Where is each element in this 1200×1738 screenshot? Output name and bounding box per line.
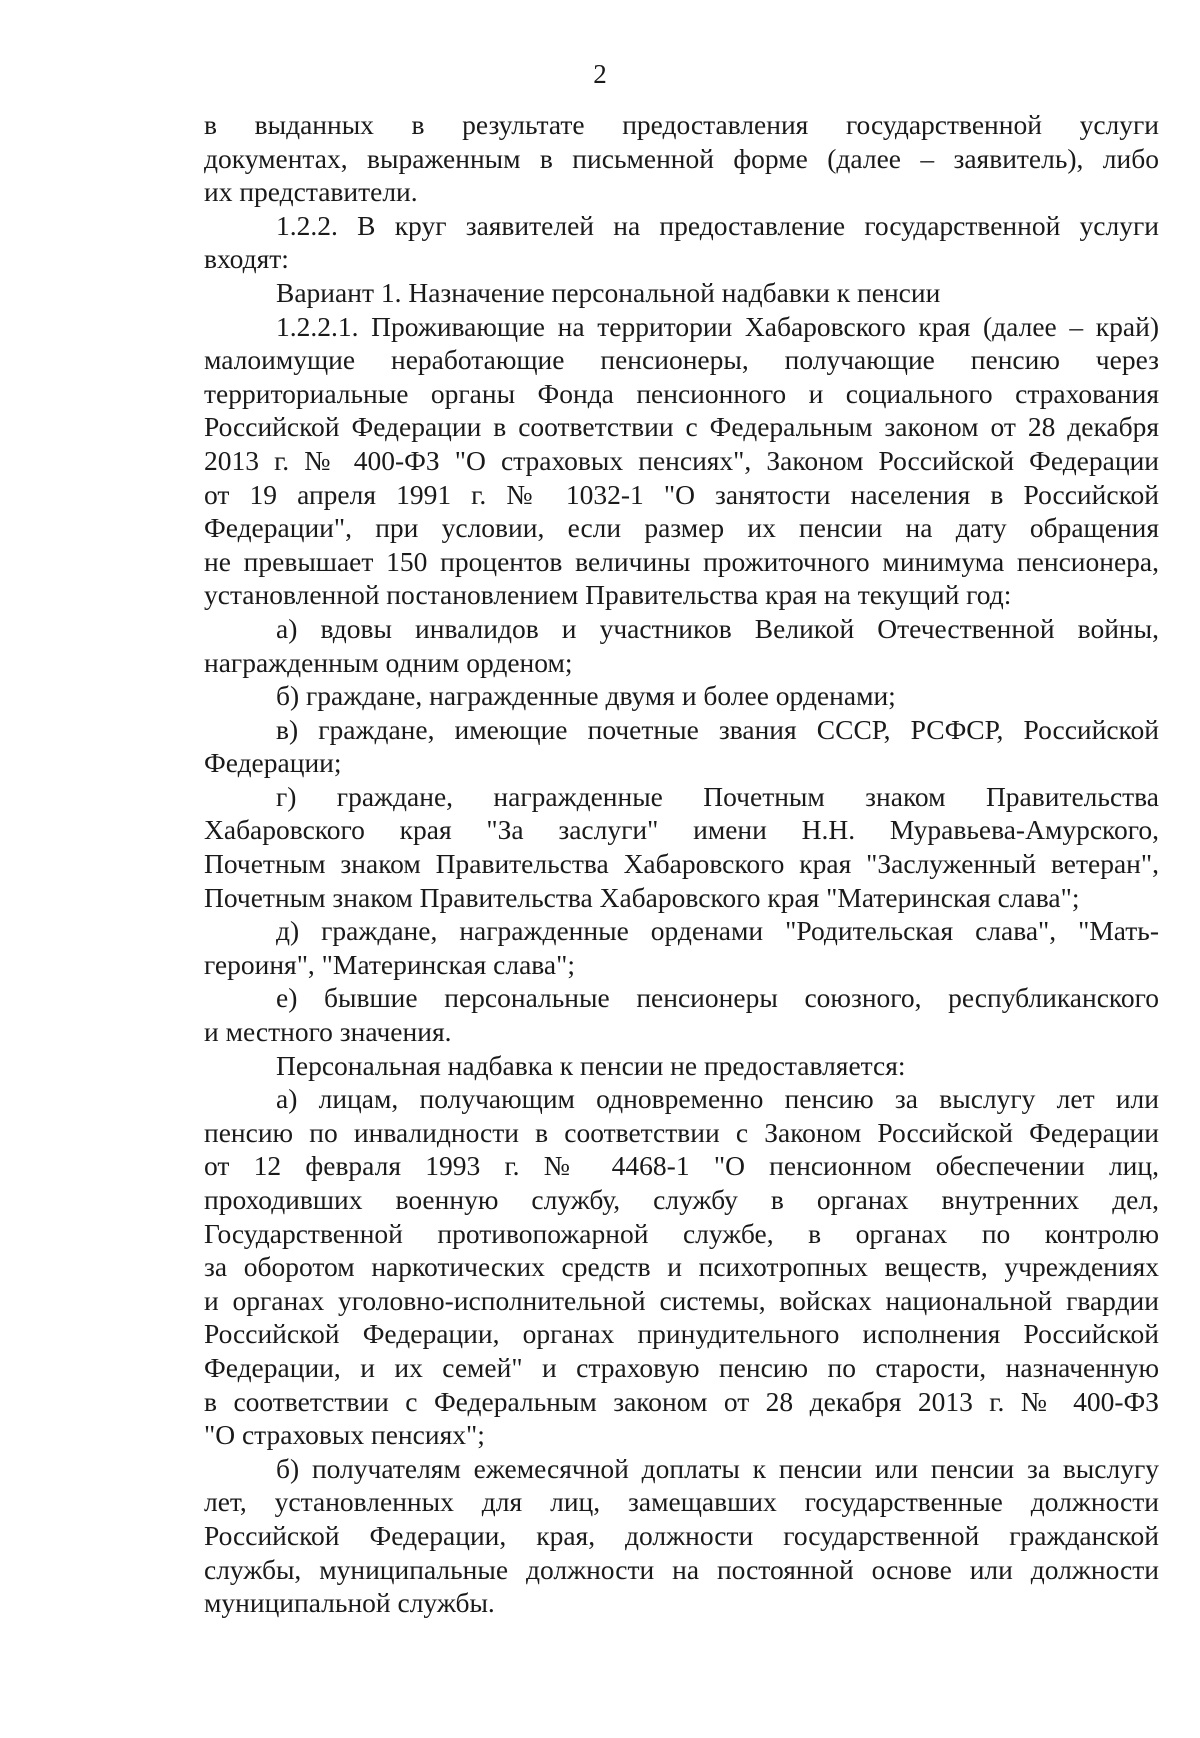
text-line: установленной постановлением Правительства края на текущий год: (204, 579, 1012, 611)
text-line: Почетным знаком Правительства Хабаровского края "Заслуженный ветеран", (204, 848, 1159, 880)
text-line: и органах уголовно-исполнительной системы, войсках национальной гвардии (204, 1284, 1159, 1316)
document-body (204, 108, 1159, 1620)
text-line: "О страховых пенсиях"; (204, 1419, 485, 1451)
text-line: службы, муниципальные должности на постоянной основе или должности (204, 1553, 1159, 1585)
text-line: в соответствии с Федеральным законом от 28 декабря 2013 г. № 400-ФЗ (204, 1385, 1159, 1417)
text-line: Почетным знаком Правительства Хабаровского края "Материнская слава"; (204, 881, 1080, 913)
text-line: в выданных в результате предоставления государственной услуги (204, 109, 1159, 140)
text-line: пенсию по инвалидности в соответствии с Законом Российской Федерации (204, 1116, 1159, 1148)
text-line: Хабаровского края "За заслуги" имени Н.Н. Муравьева-Амурского, (204, 814, 1159, 846)
text-line: лет, установленных для лиц, замещавших государственные должности (204, 1486, 1159, 1518)
text-line: Российской Федерации, органах принудительного исполнения Российской (204, 1318, 1159, 1350)
text-line: г) граждане, награжденные Почетным знаком Правительства (276, 780, 1159, 812)
text-line: документах, выраженным в письменной форме (далее – заявитель), либо (204, 142, 1159, 174)
text-line: от 12 февраля 1993 г. № 4468-1 "О пенсионном обеспечении лиц, (204, 1150, 1159, 1182)
text-line: Российской Федерации в соответствии с Федеральным законом от 28 декабря (204, 411, 1159, 443)
text-line: входят: (204, 243, 289, 275)
text-line: проходивших военную службу, службу в органах внутренних дел, (204, 1184, 1159, 1215)
text-line: 1.2.2.1. Проживающие на территории Хабаровского края (далее – край) (276, 310, 1159, 342)
page-number: 2 (593, 59, 607, 89)
text-line: не превышает 150 процентов величины прожиточного минимума пенсионера, (204, 545, 1159, 577)
text-line: их представители. (204, 176, 418, 208)
text-line: а) вдовы инвалидов и участников Великой Отечественной войны, (276, 612, 1159, 644)
text-line: за оборотом наркотических средств и психотропных веществ, учреждениях (204, 1251, 1159, 1283)
text-line: е) бывшие персональные пенсионеры союзного, республиканского (276, 982, 1159, 1014)
text-line: б) получателям ежемесячной доплаты к пенсии или пенсии за выслугу (276, 1452, 1159, 1484)
text-line: д) граждане, награжденные орденами "Родительская слава", "Мать- (276, 915, 1159, 947)
text-line: б) граждане, награжденные двумя и более орденами; (276, 680, 896, 712)
text-line: малоимущие неработающие пенсионеры, получающие пенсию через (204, 344, 1159, 376)
text-line: а) лицам, получающим одновременно пенсию за выслугу лет или (276, 1083, 1159, 1115)
text-line: территориальные органы Фонда пенсионного и социального страхования (204, 377, 1159, 409)
text-line: и местного значения. (204, 1016, 452, 1048)
text-line: Федерации", при условии, если размер их пенсии на дату обращения (204, 512, 1159, 544)
text-line: 1.2.2. В круг заявителей на предоставление государственной услуги (276, 209, 1159, 241)
text-line: Российской Федерации, края, должности государственной гражданской (204, 1519, 1159, 1551)
text-line: Персональная надбавка к пенсии не предоставляется: (276, 1049, 906, 1081)
text-line: награжденным одним орденом; (204, 646, 573, 678)
text-line: героиня", "Материнская слава"; (204, 948, 575, 980)
text-line: в) граждане, имеющие почетные звания СССР, РСФСР, Российской (276, 713, 1159, 745)
text-line: Федерации; (204, 747, 342, 779)
text-line: от 19 апреля 1991 г. № 1032-1 "О занятости населения в Российской (204, 478, 1159, 510)
text-line: муниципальной службы. (204, 1587, 495, 1619)
text-line: Государственной противопожарной службе, в органах по контролю (204, 1217, 1159, 1249)
text-line: Федерации, и их семей" и страховую пенсию по старости, назначенную (204, 1351, 1159, 1383)
text-line: 2013 г. № 400-ФЗ "О страховых пенсиях", Законом Российской Федерации (204, 444, 1159, 476)
text-line: Вариант 1. Назначение персональной надбавки к пенсии (276, 276, 941, 308)
